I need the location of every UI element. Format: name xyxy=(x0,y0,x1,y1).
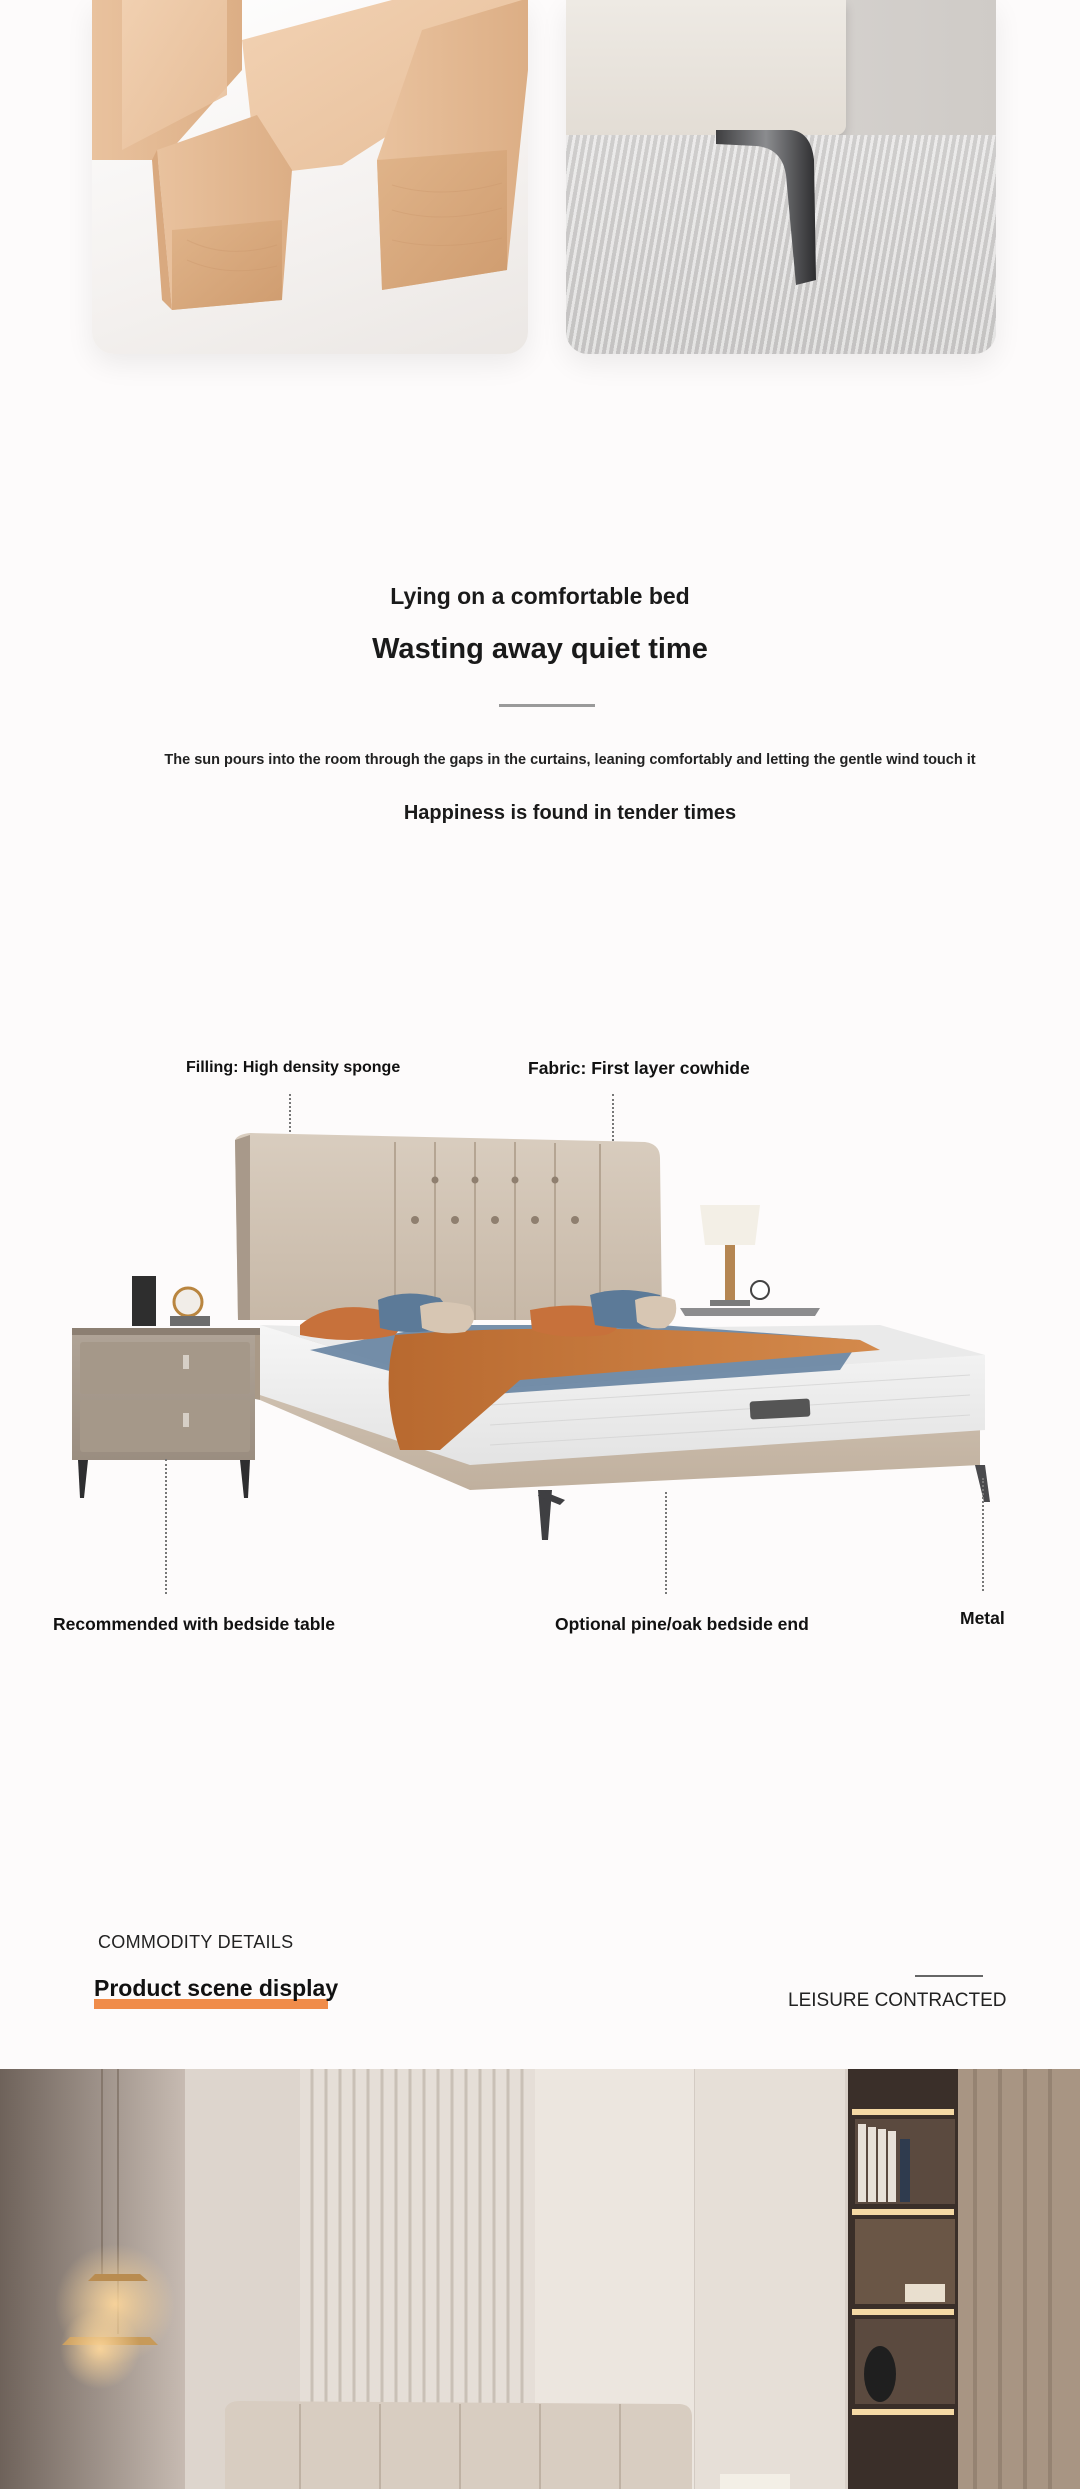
commodity-title: Product scene display xyxy=(94,1975,339,2001)
label-fabric: Fabric: First layer cowhide xyxy=(528,1058,750,1078)
metal-leg-illustration xyxy=(716,120,836,290)
wood-blocks-illustration xyxy=(92,0,528,354)
wood-material-photo xyxy=(92,0,528,354)
label-metal: Metal xyxy=(960,1608,1005,1628)
heading-divider xyxy=(499,704,595,707)
pointer-bedside xyxy=(165,1459,167,1594)
heading-line-1: Lying on a comfortable bed xyxy=(390,583,690,609)
heading-tagline: Happiness is found in tender times xyxy=(403,802,737,824)
metal-leg-photo xyxy=(566,0,996,354)
pointer-pine xyxy=(665,1492,667,1594)
scene-illustration xyxy=(0,2069,1080,2489)
label-pine-oak: Optional pine/oak bedside end xyxy=(555,1614,809,1634)
commodity-right-rule xyxy=(915,1975,983,1977)
bed-illustration xyxy=(60,1130,1020,1560)
heading-line-2: Wasting away quiet time xyxy=(372,633,708,665)
product-scene-photo xyxy=(0,2069,1080,2489)
sofa-base xyxy=(566,0,846,135)
commodity-title-wrap xyxy=(94,1975,338,2002)
label-filling: Filling: High density sponge xyxy=(186,1059,401,1076)
pointer-metal xyxy=(982,1478,984,1591)
commodity-right-label: LEISURE CONTRACTED xyxy=(788,1990,1007,2011)
commodity-eyebrow: COMMODITY DETAILS xyxy=(98,1932,294,1952)
heading-body-text: The sun pours into the room through the gaps in the curtains, leaning comfortably and letting the gentle wind touch it xyxy=(164,752,976,768)
label-bedside-table: Recommended with bedside table xyxy=(53,1614,335,1634)
